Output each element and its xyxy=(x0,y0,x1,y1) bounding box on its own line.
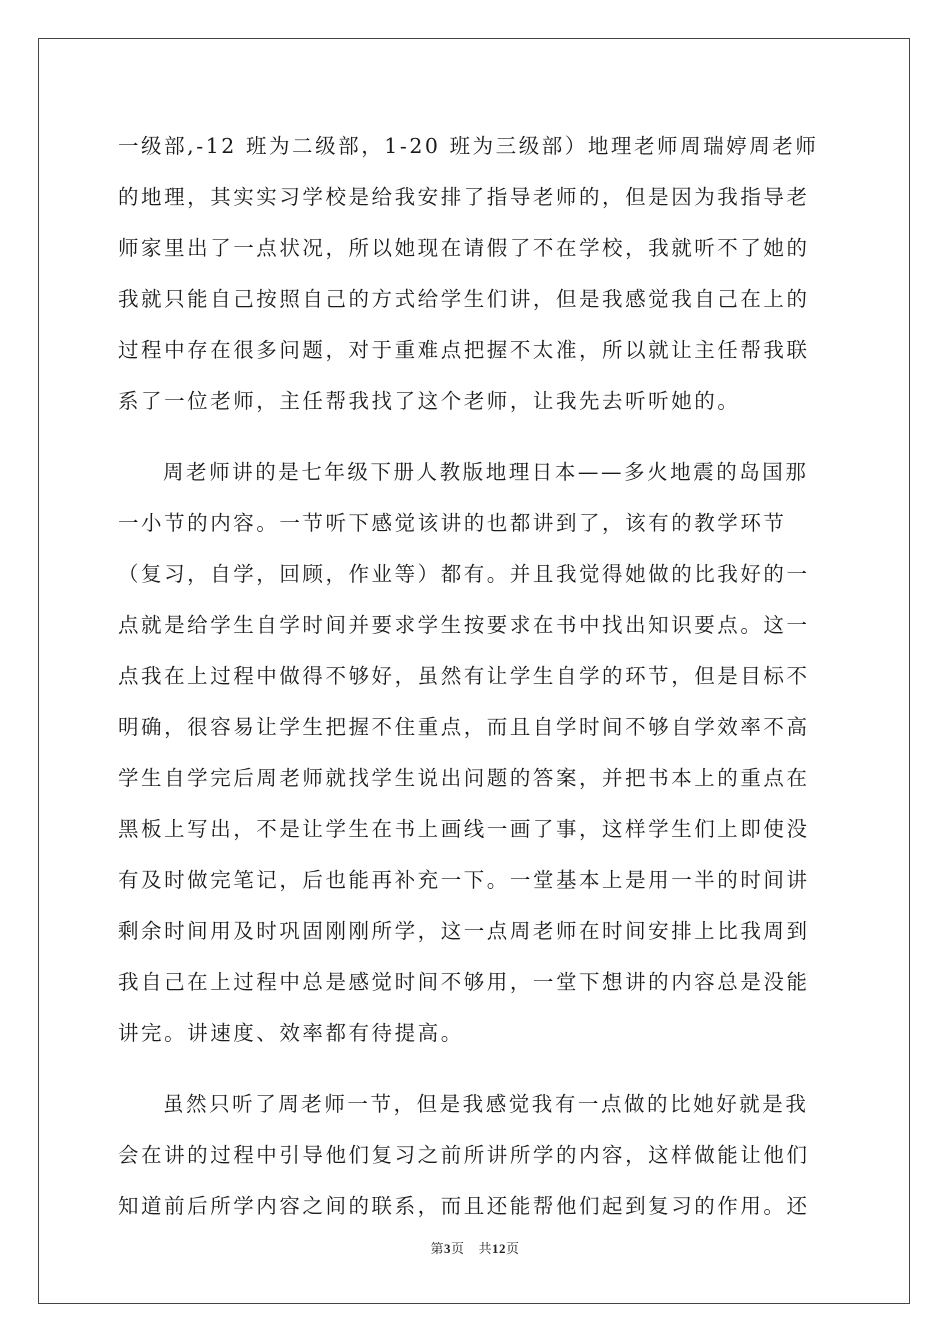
current-page-number: 3 xyxy=(443,1241,451,1256)
text-line: 师家里出了一点状况，所以她现在请假了不在学校，我就听不了她的 xyxy=(118,236,810,260)
text-line: 周老师讲的是七年级下册人教版地理日本——多火地震的岛国那 xyxy=(163,460,809,484)
text-line: 一小节的内容。一节听下感觉该讲的也都讲到了，该有的教学环节 xyxy=(118,511,787,535)
text-line: 系了一位老师，主任帮我找了这个老师，让我先去听听她的。 xyxy=(118,389,741,413)
document-body xyxy=(118,124,836,1235)
paragraph-3 xyxy=(118,1082,836,1235)
text-line: 点我在上过程中做得不够好，虽然有让学生自学的环节，但是目标不 xyxy=(118,664,810,688)
text-line: 一级部,-12 班为二级部，1-20 班为三级部）地理老师周瑞婷周老师 xyxy=(118,134,819,158)
text-line: 知道前后所学内容之间的联系，而且还能帮他们起到复习的作用。还 xyxy=(118,1194,810,1218)
paragraph-2 xyxy=(118,450,836,1062)
total-suffix: 页 xyxy=(506,1241,520,1256)
text-line: 我就只能自己按照自己的方式给学生们讲，但是我感觉我自己在上的 xyxy=(118,287,810,311)
text-line: 黑板上写出，不是让学生在书上画线一画了事，这样学生们上即使没 xyxy=(118,817,810,841)
page-footer xyxy=(0,1238,950,1257)
text-line: 剩余时间用及时巩固刚刚所学，这一点周老师在时间安排上比我周到 xyxy=(118,919,810,943)
text-line: 我自己在上过程中总是感觉时间不够用，一堂下想讲的内容总是没能 xyxy=(118,970,810,994)
text-line: 讲完。讲速度、效率都有待提高。 xyxy=(118,1021,464,1045)
paragraph-1 xyxy=(118,124,836,430)
total-prefix: 共 xyxy=(478,1241,493,1256)
text-line: 的地理，其实实习学校是给我安排了指导老师的，但是因为我指导老 xyxy=(118,185,810,209)
text-line: （复习，自学，回顾，作业等）都有。并且我觉得她做的比我好的一 xyxy=(118,562,810,586)
text-line: 虽然只听了周老师一节，但是我感觉我有一点做的比她好就是我 xyxy=(163,1092,809,1116)
text-line: 有及时做完笔记，后也能再补充一下。一堂基本上是用一半的时间讲 xyxy=(118,868,810,892)
page-suffix: 页 xyxy=(450,1241,465,1256)
text-line: 点就是给学生自学时间并要求学生按要求在书中找出知识要点。这一 xyxy=(118,613,810,637)
text-line: 过程中存在很多问题，对于重难点把握不太准，所以就让主任帮我联 xyxy=(118,338,810,362)
total-pages-number: 12 xyxy=(492,1241,507,1256)
text-line: 明确，很容易让学生把握不住重点，而且自学时间不够自学效率不高 xyxy=(118,715,810,739)
text-line: 学生自学完后周老师就找学生说出问题的答案，并把书本上的重点在 xyxy=(118,766,810,790)
page-prefix: 第 xyxy=(430,1241,444,1256)
text-line: 会在讲的过程中引导他们复习之前所讲所学的内容，这样做能让他们 xyxy=(118,1143,810,1167)
